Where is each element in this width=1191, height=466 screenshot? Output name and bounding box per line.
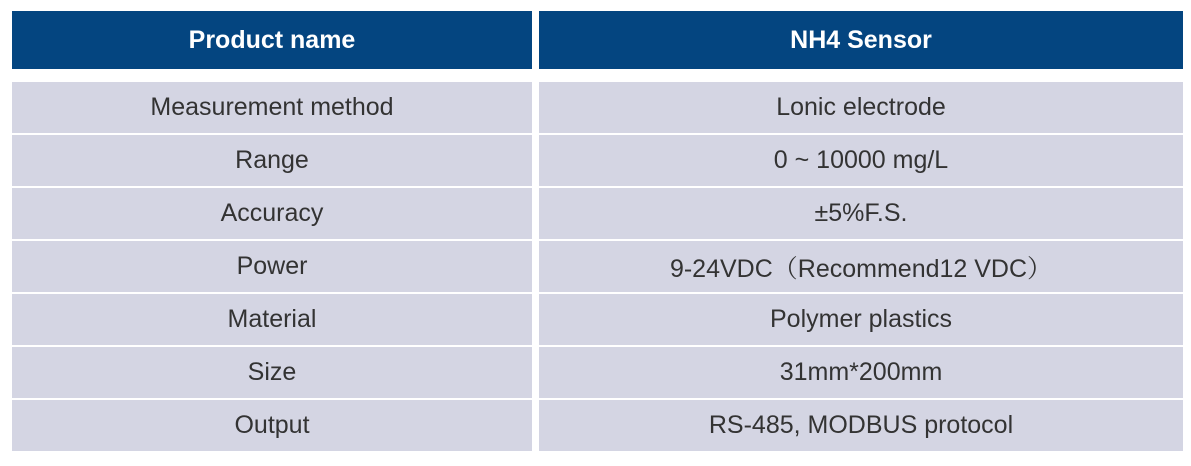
row-label: Accuracy: [12, 188, 532, 239]
row-value: Lonic electrode: [539, 82, 1183, 133]
row-value: 31mm*200mm: [539, 347, 1183, 398]
table-row: [12, 188, 1183, 239]
row-label: Measurement method: [12, 82, 532, 133]
header-cell-product-name: Product name: [12, 11, 532, 69]
table-header-row: [12, 11, 1183, 69]
row-value: 9-24VDC（Recommend12 VDC）: [539, 241, 1183, 292]
table-row: [12, 82, 1183, 133]
header-cell-product-value: NH4 Sensor: [539, 11, 1183, 69]
row-label: Power: [12, 241, 532, 292]
table-row: [12, 347, 1183, 398]
table-row: [12, 135, 1183, 186]
row-value: 0 ~ 10000 mg/L: [539, 135, 1183, 186]
table-row: [12, 400, 1183, 451]
row-value: Polymer plastics: [539, 294, 1183, 345]
spec-table: [12, 11, 1183, 453]
row-label: Size: [12, 347, 532, 398]
row-label: Range: [12, 135, 532, 186]
row-label: Output: [12, 400, 532, 451]
table-row: [12, 241, 1183, 292]
table-row: [12, 294, 1183, 345]
row-value: RS-485, MODBUS protocol: [539, 400, 1183, 451]
row-label: Material: [12, 294, 532, 345]
row-value: ±5%F.S.: [539, 188, 1183, 239]
